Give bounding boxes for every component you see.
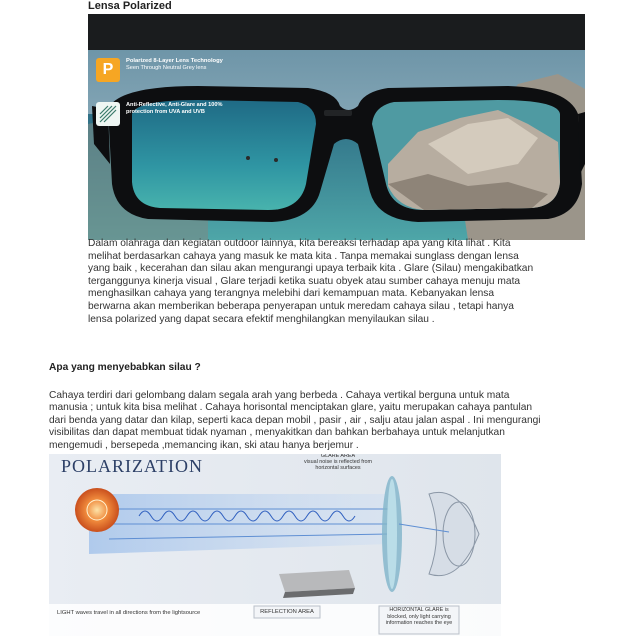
sunglasses-photo [88, 14, 585, 240]
lens-layers-icon [96, 102, 120, 126]
section-title-lensa-polarized: Lensa Polarized [88, 0, 172, 12]
uv-protection-badge [96, 102, 222, 126]
caption-light: LIGHT waves travel in all directions from the lightsource [57, 610, 201, 616]
polarized-p-icon: P [96, 58, 120, 82]
diagram-title: POLARIZATION [61, 456, 203, 476]
badge-subtitle: Seen Through Neutral Grey lens [126, 65, 207, 71]
section2-body-text: Cahaya terdiri dari gelombang dalam segala arah yang berbeda . Cahaya vertikal berguna untuk mata manusia ; untuk kita bisa melihat . Cahaya horisontal menciptakan glare, yaitu merupakan cahaya pantulan dari benda yang datar dan kilap, seperti kaca depan mobil , pasir , air , salju atau jalan aspal . Ini mengurangi visibilitas dan dapat membuat tidak nyaman , menyakitkan dan bahkan berbahaya untuk melanjutkan mengemudi , bersepeda ,memancing ikan, ski atau hanya berjemur . [49, 390, 541, 451]
sun-icon [75, 488, 119, 532]
badge2-line1: Anti-Reflective, Anti-Glare and 100% [126, 102, 223, 108]
badge-title: Polarized 8-Layer Lens Technology [126, 58, 223, 64]
glare-note: GLARE AREA visual noise is reflected from horizontal surfaces [303, 454, 372, 472]
caption-glare: HORIZONTAL GLARE is blocked, only light carrying information reaches the eye [385, 607, 453, 627]
badge2-line2: protection from UVA and UVB [126, 109, 205, 115]
polarized-badge [96, 58, 223, 82]
section1-body-text: Dalam olahraga dan kegiatan outdoor lainnya, kita bereaksi terhadap apa yang kita lihat . Kita melihat berdasarkan cahaya yang masuk ke mata kita . Tanpa memakai sunglass dengan lensa yang baik , kecerahan dan silau akan mengurangi upaya terbaik kita . Glare (Silau) mengakibatkan terganggunya kinerja visual , Glare terjadi ketika suatu obyek atau sumber cahaya menuju mata menghasilkan cahaya yang terangnya melebihi dari kemampuan mata. Kebanyakan lensa berwarna akan memberikan beberapa penyerapan untuk meredam cahaya silau , tetapi hanya lensa polarized yang dapat secara efektif menghilangkan menyilaukan silau . [88, 238, 534, 325]
polarization-diagram [49, 454, 501, 636]
section-title-silau: Apa yang menyebabkan silau ? [49, 362, 201, 373]
caption-reflection: REFLECTION AREA [260, 609, 314, 615]
sunglasses-illustration [88, 14, 585, 240]
